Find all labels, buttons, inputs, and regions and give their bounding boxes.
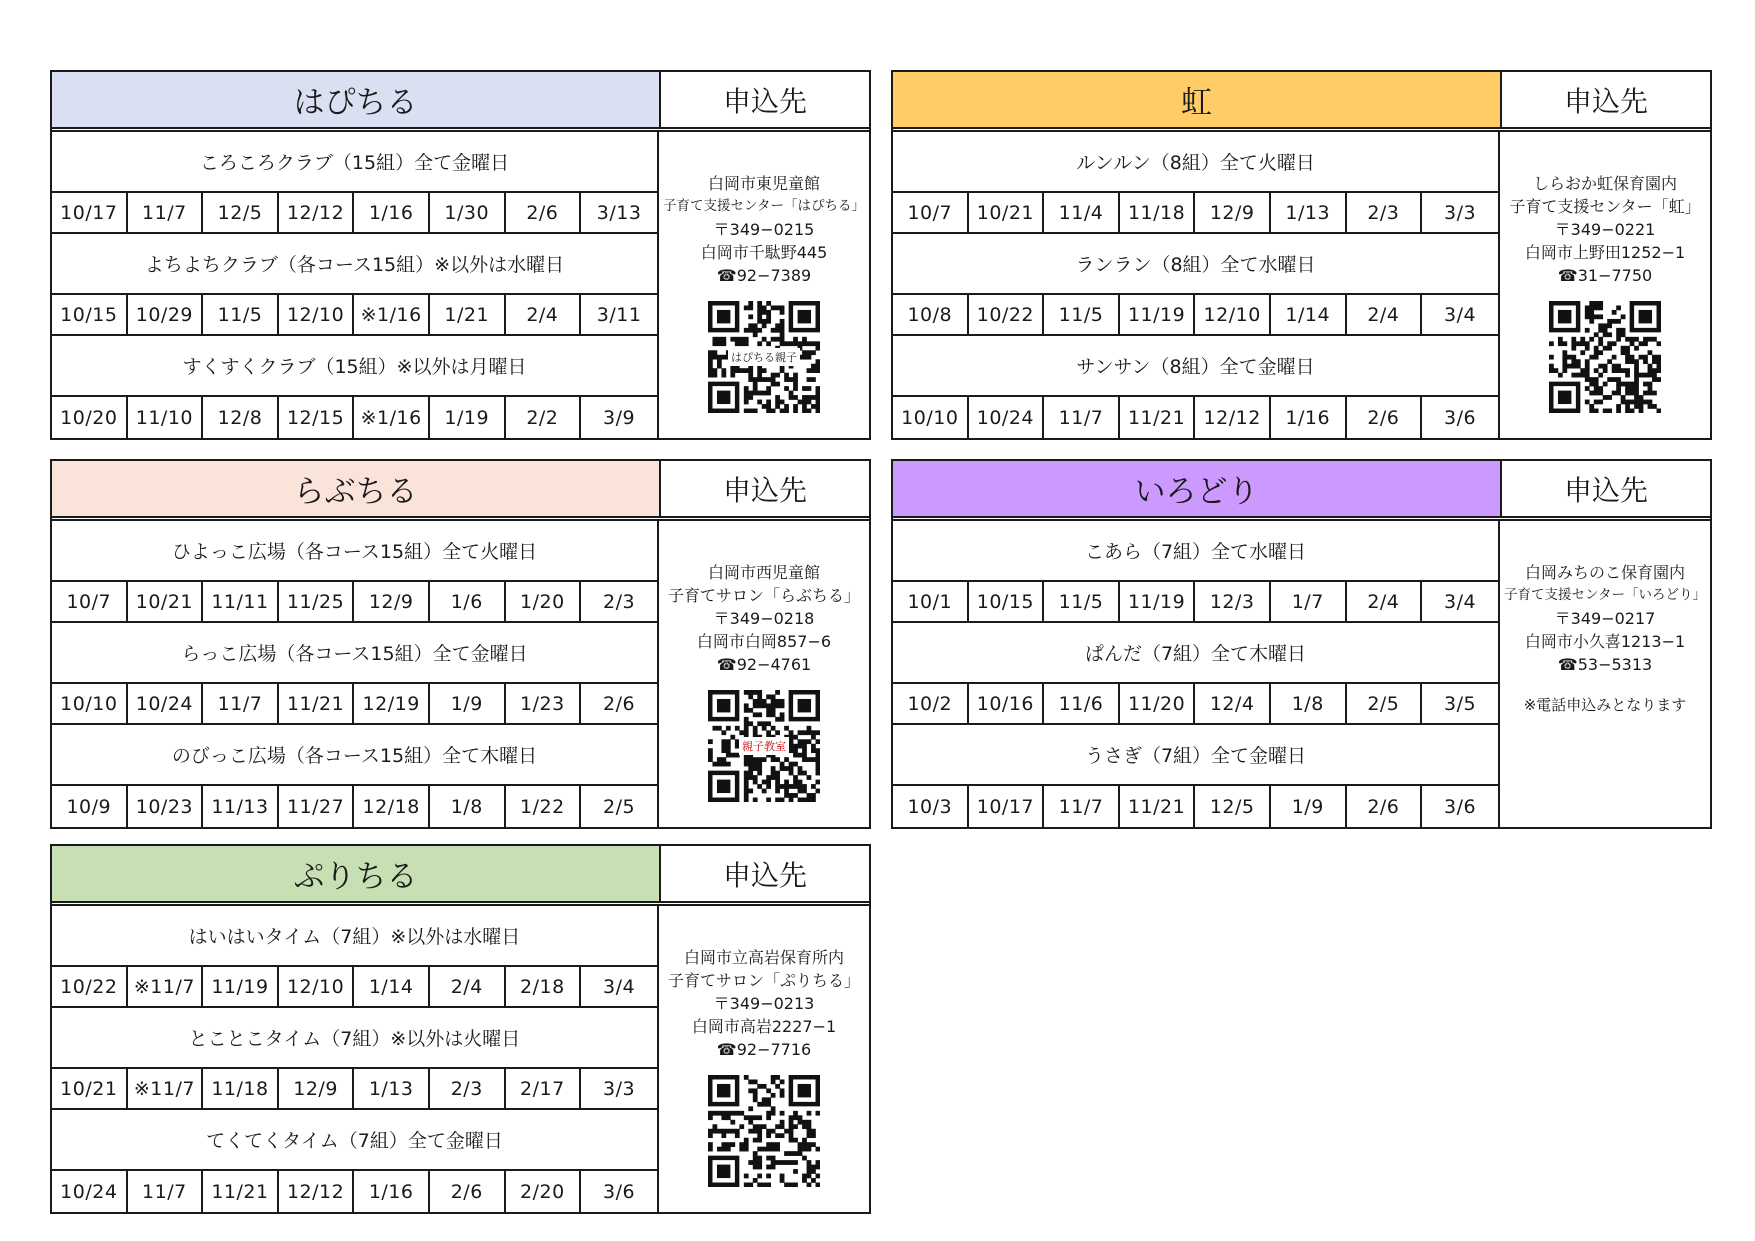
contact-line: ☎92−4761 xyxy=(716,655,812,674)
date-cell: 3/6 xyxy=(1444,406,1477,429)
date-cell: 1/16 xyxy=(1271,397,1347,438)
date-cell: 2/18 xyxy=(506,967,582,1006)
course-title: サンサン（8組）全て金曜日 xyxy=(893,336,1498,397)
date-row xyxy=(893,582,1498,623)
date-cell: 12/10 xyxy=(279,967,355,1006)
contact-line: ☎92−7716 xyxy=(716,1040,812,1059)
date-cell: 10/10 xyxy=(52,684,128,723)
date-cell: 3/6 xyxy=(1444,795,1477,818)
date-cell: 3/4 xyxy=(1444,303,1477,326)
contact-line: 〒349−0221 xyxy=(1554,220,1656,239)
date-cell: 11/19 xyxy=(1120,295,1196,334)
date-cell: 12/19 xyxy=(354,684,430,723)
date-cell: 3/13 xyxy=(596,201,642,224)
course-title: よちよちクラブ（各コース15組）※以外は水曜日 xyxy=(52,234,657,295)
contact-line: 〒349−0215 xyxy=(713,220,815,239)
date-cell: 10/23 xyxy=(128,786,204,827)
contact-line: 白岡市小久喜1213−1 xyxy=(1524,632,1686,651)
date-cell: 11/7 xyxy=(128,193,204,232)
date-cell: 2/20 xyxy=(506,1171,582,1212)
date-cell: 11/13 xyxy=(203,786,279,827)
date-cell: 10/24 xyxy=(128,684,204,723)
date-cell: 1/13 xyxy=(354,1069,430,1108)
date-cell: 10/1 xyxy=(893,582,969,621)
date-cell: 10/21 xyxy=(128,582,204,621)
date-cell: 3/6 xyxy=(603,1180,636,1203)
contact-line: 〒349−0218 xyxy=(713,609,815,628)
schedule-grid xyxy=(893,132,1500,438)
contact-line: 〒349−0217 xyxy=(1554,609,1656,628)
contact-line: 白岡市東児童館 xyxy=(707,174,820,193)
date-cell: 10/29 xyxy=(128,295,204,334)
date-cell: 12/18 xyxy=(354,786,430,827)
qr-code[interactable] xyxy=(708,1075,820,1187)
date-cell: 2/6 xyxy=(1347,397,1423,438)
date-cell: 3/9 xyxy=(603,406,636,429)
date-cell: 11/5 xyxy=(203,295,279,334)
apply-label: 申込先 xyxy=(722,858,807,892)
course-title: すくすくクラブ（15組）※以外は月曜日 xyxy=(52,336,657,397)
date-cell: 2/5 xyxy=(1347,684,1423,723)
date-row xyxy=(52,1069,657,1110)
date-cell: 11/18 xyxy=(203,1069,279,1108)
date-cell: 10/10 xyxy=(893,397,969,438)
program-block xyxy=(50,844,871,1214)
date-cell: 2/4 xyxy=(430,967,506,1006)
date-cell: 10/21 xyxy=(52,1069,128,1108)
contact-line: 子育て支援センター「虹」 xyxy=(1509,197,1701,216)
qr-code[interactable] xyxy=(708,301,820,413)
date-cell: ※11/7 xyxy=(128,1069,204,1108)
date-cell: 10/24 xyxy=(52,1171,128,1212)
date-cell: 1/9 xyxy=(430,684,506,723)
date-cell: 3/4 xyxy=(603,975,636,998)
program-title: いろどり xyxy=(893,461,1502,516)
date-cell: 3/5 xyxy=(1444,692,1477,715)
date-cell: 1/22 xyxy=(506,786,582,827)
date-cell: 1/8 xyxy=(430,786,506,827)
date-cell: 10/20 xyxy=(52,397,128,438)
date-cell: 10/15 xyxy=(969,582,1045,621)
block-header xyxy=(52,461,869,521)
date-cell: 11/21 xyxy=(203,1171,279,1212)
date-cell: 11/21 xyxy=(1120,786,1196,827)
date-row xyxy=(893,397,1498,438)
date-cell: 11/25 xyxy=(279,582,355,621)
date-cell: 3/11 xyxy=(596,303,642,326)
date-row xyxy=(893,684,1498,725)
date-cell: 10/9 xyxy=(52,786,128,827)
date-cell: 2/4 xyxy=(506,295,582,334)
qr-code[interactable] xyxy=(708,690,820,802)
date-cell: 10/24 xyxy=(969,397,1045,438)
course-title: ころころクラブ（15組）全て金曜日 xyxy=(52,132,657,193)
date-row xyxy=(52,193,657,234)
block-header xyxy=(893,72,1710,132)
date-cell: 2/17 xyxy=(506,1069,582,1108)
date-cell: 11/5 xyxy=(1044,582,1120,621)
date-row xyxy=(52,582,657,623)
schedule-grid xyxy=(52,521,659,827)
date-row xyxy=(52,295,657,336)
date-cell: 11/7 xyxy=(1044,397,1120,438)
contact-line: 白岡市白岡857−6 xyxy=(696,632,832,651)
date-cell: 2/3 xyxy=(603,590,636,613)
date-cell: 1/16 xyxy=(354,193,430,232)
date-cell: 11/19 xyxy=(1120,582,1196,621)
block-header xyxy=(52,846,869,906)
date-row xyxy=(52,786,657,827)
date-cell: 1/20 xyxy=(506,582,582,621)
date-cell: 12/9 xyxy=(279,1069,355,1108)
date-cell: 2/6 xyxy=(506,193,582,232)
course-title: ランラン（8組）全て水曜日 xyxy=(893,234,1498,295)
course-title: らっこ広場（各コース15組）全て金曜日 xyxy=(52,623,657,684)
date-cell: 2/6 xyxy=(430,1171,506,1212)
date-row xyxy=(52,397,657,438)
schedule-grid xyxy=(52,906,659,1212)
contact-line: ☎31−7750 xyxy=(1557,266,1653,285)
course-title: のびっこ広場（各コース15組）全て木曜日 xyxy=(52,725,657,786)
date-cell: 11/19 xyxy=(203,967,279,1006)
date-cell: 11/27 xyxy=(279,786,355,827)
contact-line: 白岡市西児童館 xyxy=(707,563,820,582)
date-row xyxy=(52,1171,657,1212)
date-row xyxy=(893,295,1498,336)
date-cell: 12/3 xyxy=(1195,582,1271,621)
date-cell: 1/6 xyxy=(430,582,506,621)
contact-line: ☎53−5313 xyxy=(1557,655,1653,674)
date-cell: 11/6 xyxy=(1044,684,1120,723)
contact-info xyxy=(1500,132,1710,438)
date-cell: 2/5 xyxy=(603,795,636,818)
program-title: 虹 xyxy=(893,72,1502,127)
contact-info xyxy=(659,132,869,438)
date-cell: 11/18 xyxy=(1120,193,1196,232)
date-cell: 3/4 xyxy=(1444,590,1477,613)
contact-line: 子育てサロン「ぷりちる」 xyxy=(667,971,860,990)
date-cell: 2/6 xyxy=(1347,786,1423,827)
date-cell: 10/15 xyxy=(52,295,128,334)
course-title: ひよっこ広場（各コース15組）全て火曜日 xyxy=(52,521,657,582)
date-cell: 10/21 xyxy=(969,193,1045,232)
date-cell: 2/4 xyxy=(1347,295,1423,334)
date-cell: 11/4 xyxy=(1044,193,1120,232)
contact-line: 白岡市千駄野445 xyxy=(700,243,828,262)
block-header xyxy=(52,72,869,132)
date-cell: 11/21 xyxy=(1120,397,1196,438)
date-cell: 11/10 xyxy=(128,397,204,438)
date-cell: 1/30 xyxy=(430,193,506,232)
contact-line: ☎92−7389 xyxy=(716,266,812,285)
date-cell: 12/4 xyxy=(1195,684,1271,723)
date-cell: 10/22 xyxy=(969,295,1045,334)
program-title: らぶちる xyxy=(52,461,661,516)
date-cell: 1/13 xyxy=(1271,193,1347,232)
date-cell: 10/17 xyxy=(969,786,1045,827)
date-cell: 2/3 xyxy=(1347,193,1423,232)
date-row xyxy=(893,786,1498,827)
date-cell: ※1/16 xyxy=(354,295,430,334)
contact-line: 子育てサロン「らぶちる」 xyxy=(667,586,860,605)
date-cell: 10/3 xyxy=(893,786,969,827)
date-cell: 11/7 xyxy=(203,684,279,723)
date-row xyxy=(52,967,657,1008)
date-cell: 10/16 xyxy=(969,684,1045,723)
contact-line: 白岡市高岩2227−1 xyxy=(691,1017,837,1036)
course-title: はいはいタイム（7組）※以外は水曜日 xyxy=(52,906,657,967)
date-cell: 1/19 xyxy=(430,397,506,438)
date-cell: 12/10 xyxy=(279,295,355,334)
date-cell: 12/15 xyxy=(279,397,355,438)
date-cell: 10/7 xyxy=(893,193,969,232)
date-cell: 1/8 xyxy=(1271,684,1347,723)
block-header xyxy=(893,461,1710,521)
contact-line: 子育て支援センター「はぴちる」 xyxy=(663,198,865,214)
contact-info xyxy=(1500,521,1710,827)
date-cell: 1/7 xyxy=(1271,582,1347,621)
qr-code[interactable] xyxy=(1549,301,1661,413)
apply-label: 申込先 xyxy=(1563,473,1648,507)
date-cell: 1/14 xyxy=(1271,295,1347,334)
contact-line: しらおか虹保育園内 xyxy=(1532,174,1677,193)
contact-info xyxy=(659,906,869,1212)
date-cell: 10/17 xyxy=(52,193,128,232)
date-cell: 3/3 xyxy=(1444,201,1477,224)
course-title: うさぎ（7組）全て金曜日 xyxy=(893,725,1498,786)
course-title: とことこタイム（7組）※以外は火曜日 xyxy=(52,1008,657,1069)
date-cell: 3/3 xyxy=(603,1077,636,1100)
course-title: ルンルン（8組）全て火曜日 xyxy=(893,132,1498,193)
date-cell: 10/8 xyxy=(893,295,969,334)
date-cell: 12/5 xyxy=(1195,786,1271,827)
program-block xyxy=(891,70,1712,440)
course-title: てくてくタイム（7組）全て金曜日 xyxy=(52,1110,657,1171)
program-title: ぷりちる xyxy=(52,846,661,901)
date-cell: 12/9 xyxy=(1195,193,1271,232)
date-cell: 11/20 xyxy=(1120,684,1196,723)
date-cell: 12/5 xyxy=(203,193,279,232)
date-cell: 12/9 xyxy=(354,582,430,621)
date-cell: 1/16 xyxy=(354,1171,430,1212)
date-cell: 2/6 xyxy=(603,692,636,715)
date-cell: 2/4 xyxy=(1347,582,1423,621)
apply-label: 申込先 xyxy=(722,84,807,118)
date-cell: 12/10 xyxy=(1195,295,1271,334)
date-cell: ※1/16 xyxy=(354,397,430,438)
date-cell: 10/2 xyxy=(893,684,969,723)
schedule-grid xyxy=(52,132,659,438)
course-title: こあら（7組）全て水曜日 xyxy=(893,521,1498,582)
program-title: はぴちる xyxy=(52,72,661,127)
date-cell: 12/12 xyxy=(279,193,355,232)
date-cell: 12/12 xyxy=(1195,397,1271,438)
program-block xyxy=(50,70,871,440)
date-cell: 1/9 xyxy=(1271,786,1347,827)
date-cell: 11/21 xyxy=(279,684,355,723)
date-row xyxy=(52,684,657,725)
date-cell: 11/11 xyxy=(203,582,279,621)
contact-line: 子育て支援センター「いろどり」 xyxy=(1504,587,1706,603)
course-title: ぱんだ（7組）全て木曜日 xyxy=(893,623,1498,684)
date-cell: 11/5 xyxy=(1044,295,1120,334)
date-row xyxy=(893,193,1498,234)
date-cell: 12/8 xyxy=(203,397,279,438)
contact-line: 白岡市上野田1252−1 xyxy=(1524,243,1686,262)
program-block xyxy=(50,459,871,829)
contact-info xyxy=(659,521,869,827)
apply-label: 申込先 xyxy=(722,473,807,507)
schedule-grid xyxy=(893,521,1500,827)
date-cell: 2/2 xyxy=(506,397,582,438)
date-cell: 2/3 xyxy=(430,1069,506,1108)
date-cell: 10/22 xyxy=(52,967,128,1006)
date-cell: 11/7 xyxy=(1044,786,1120,827)
date-cell: 12/12 xyxy=(279,1171,355,1212)
contact-line: 白岡市立高岩保育所内 xyxy=(683,948,844,967)
phone-note: ※電話申込みとなります xyxy=(1523,696,1687,714)
qr-label: 親子教室 xyxy=(739,737,789,755)
qr-label: はぴちる親子 xyxy=(728,348,800,366)
program-block xyxy=(891,459,1712,829)
date-cell: 1/14 xyxy=(354,967,430,1006)
date-cell: 11/7 xyxy=(128,1171,204,1212)
contact-line: 白岡みちのこ保育園内 xyxy=(1524,563,1685,582)
date-cell: 1/23 xyxy=(506,684,582,723)
date-cell: ※11/7 xyxy=(128,967,204,1006)
contact-line: 〒349−0213 xyxy=(713,994,815,1013)
apply-label: 申込先 xyxy=(1563,84,1648,118)
date-cell: 1/21 xyxy=(430,295,506,334)
date-cell: 10/7 xyxy=(52,582,128,621)
